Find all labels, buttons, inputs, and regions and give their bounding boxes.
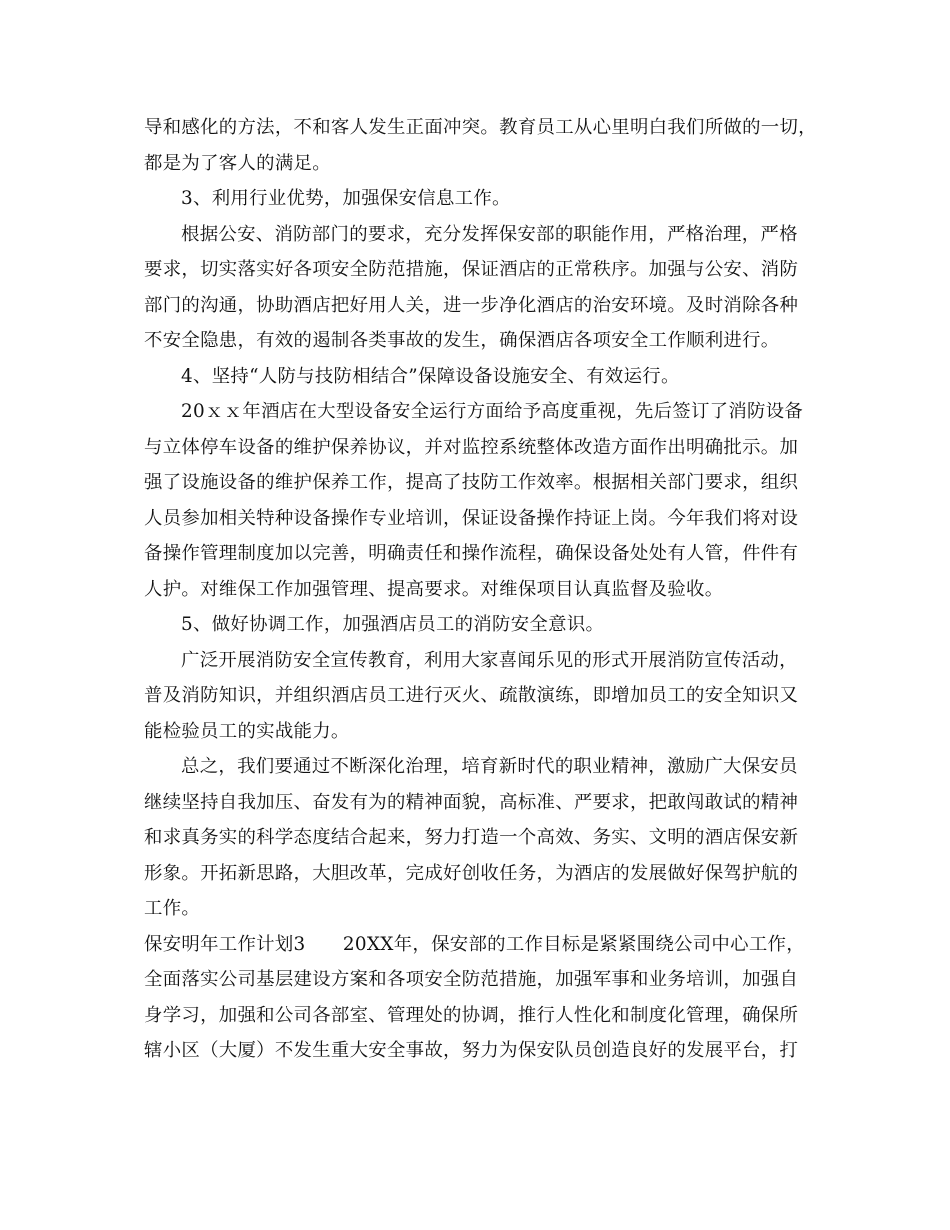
text-line: 20ｘｘ年酒店在大型设备安全运行方面给予高度重视，先后签订了消防设备	[181, 401, 804, 422]
text-line: 总之，我们要通过不断深化治理，培育新时代的职业精神，激励广大保安员	[181, 756, 798, 777]
text-line: 强了设施设备的维护保养工作，提高了技防工作效率。根据相关部门要求，组织	[144, 472, 799, 493]
text-line: 形象。开拓新思路，大胆改革，完成好创收任务，为酒店的发展做好保驾护航的	[144, 862, 799, 884]
text-line: 部门的沟通，协助酒店把好用人关，进一步净化酒店的治安环境。及时消除各种	[144, 294, 799, 316]
text-line: 保安明年工作计划3 20XX年，保安部的工作目标是紧紧围绕公司中心工作，	[144, 933, 805, 955]
text-line: 都是为了客人的满足。	[144, 152, 331, 174]
text-line: 广泛开展消防安全宣传教育，利用大家喜闻乐见的形式开展消防宣传活动，	[181, 649, 798, 671]
text-line: 身学习，加强和公司各部室、管理处的协调，推行人性化和制度化管理，确保所	[144, 1004, 799, 1026]
text-line: 普及消防知识，并组织酒店员工进行灭火、疏散演练，即增加员工的安全知识又	[144, 685, 799, 706]
text-line: 不安全隐患，有效的遏制各类事故的发生，确保酒店各项安全工作顺利进行。	[144, 330, 780, 351]
document-body	[144, 110, 817, 1069]
text-line: 要求，切实落实好各项安全防范措施，保证酒店的正常秩序。加强与公安、消防	[144, 259, 799, 280]
text-line: 与立体停车设备的维护保养协议，并对监控系统整体改造方面作出明确批示。加	[144, 436, 799, 458]
text-line: 根据公安、消防部门的要求，充分发挥保安部的职能作用，严格治理，严格	[181, 223, 798, 245]
text-line: 人员参加相关特种设备操作专业培训，保证设备操作持证上岗。今年我们将对设	[144, 507, 799, 529]
text-line: 继续坚持自我加压、奋发有为的精神面貌，高标准、严要求，把敢闯敢试的精神	[144, 791, 799, 813]
text-line: 3、利用行业优势，加强保安信息工作。	[181, 188, 511, 209]
text-line: 和求真务实的科学态度结合起来，努力打造一个高效、务实、文明的酒店保安新	[144, 827, 799, 848]
text-line: 辖小区（大厦）不发生重大安全事故，努力为保安队员创造良好的发展平台，打	[144, 1040, 799, 1061]
text-line: 工作。	[144, 898, 201, 919]
text-line: 人护。对维保工作加强管理、提高要求。对维保项目认真监督及验收。	[144, 578, 724, 600]
text-line: 4、坚持“人防与技防相结合”保障设备设施安全、有效运行。	[181, 365, 680, 387]
text-line: 能检验员工的实战能力。	[144, 720, 350, 742]
text-line: 5、做好协调工作，加强酒店员工的消防安全意识。	[181, 614, 605, 635]
text-line: 导和感化的方法，不和客人发生正面冲突。教育员工从心里明白我们所做的一切，	[144, 117, 817, 138]
text-line: 备操作管理制度加以完善，明确责任和操作流程，确保设备处处有人管，件件有	[144, 543, 799, 564]
text-line: 全面落实公司基层建设方案和各项安全防范措施，加强军事和业务培训，加强自	[144, 969, 799, 990]
